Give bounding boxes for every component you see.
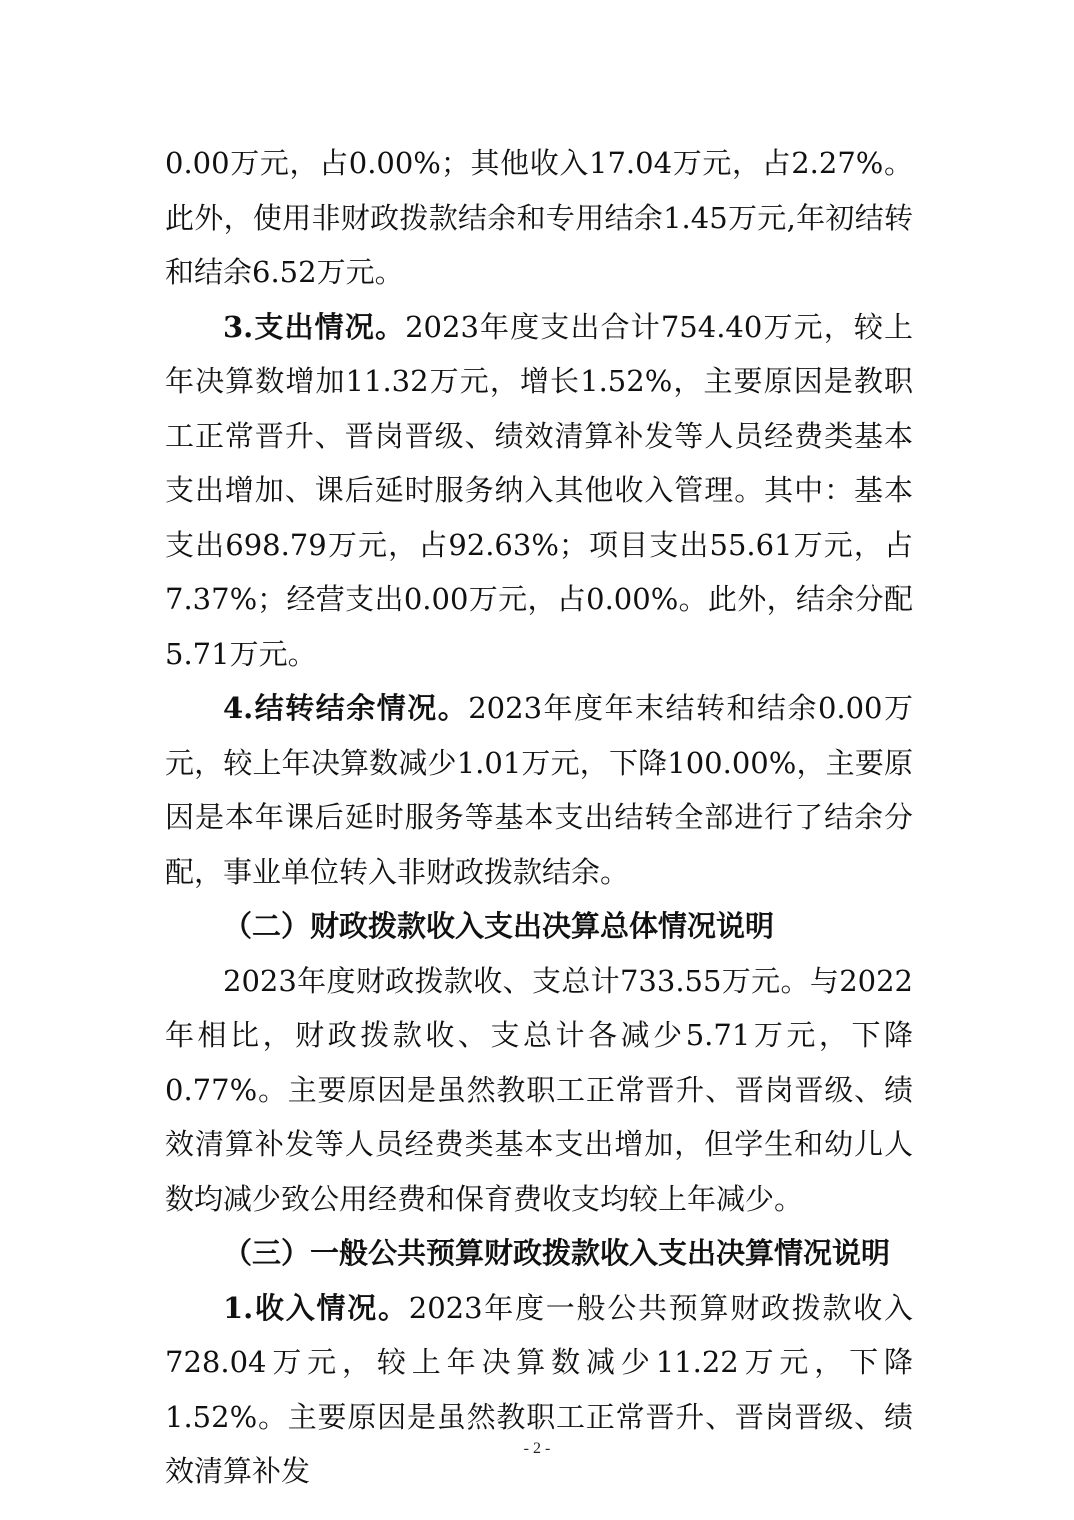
paragraph-fiscal-overview — [165, 954, 913, 1227]
paragraph-lead: 3.支出情况。 — [223, 309, 406, 344]
paragraph-expenditure — [165, 300, 913, 682]
paragraph-lead: 1.收入情况。 — [223, 1290, 409, 1325]
paragraph-text: 2023年度年末结转和结余0.00万元，较上年决算数减少1.01万元，下降100.00%，主要原因是本年课后延时服务等基本支出结转全部进行了结余分配，事业单位转入非财政拨款结余。 — [165, 691, 914, 889]
paragraph-income-continued — [165, 136, 913, 300]
paragraph-general-budget-income — [165, 1281, 913, 1499]
paragraph-carryover — [165, 681, 913, 899]
paragraph-text: 2023年度一般公共预算财政拨款收入728.04万元，较上年决算数减少11.22万元，下降1.52%。主要原因是虽然教职工正常晋升、晋岗晋级、绩效清算补发 — [165, 1290, 913, 1488]
paragraph-text: 2023年度支出合计754.40万元，较上年决算数增加11.32万元，增长1.52%，主要原因是教职工正常晋升、晋岗晋级、绩效清算补发等人员经费类基本支出增加、课后延时服务纳入其他收入管理。其中：基本支出698.79万元，占92.63%；项目支出55.61万元，占7.37%；经营支出0.00万元，占0.00%。此外，结余分配5.71万元。 — [165, 309, 913, 671]
paragraph-text: 0.00万元，占0.00%；其他收入17.04万元，占2.27%。此外，使用非财政拨款结余和专用结余1.45万元,年初结转和结余6.52万元。 — [165, 146, 913, 289]
section-heading-general-budget: （三）一般公共预算财政拨款收入支出决算情况说明 — [223, 1236, 891, 1270]
page-number: - 2 - — [523, 1440, 551, 1457]
paragraph-text: 2023年度财政拨款收、支总计733.55万元。与2022年相比，财政拨款收、支总计各减少5.71万元，下降0.77%。主要原因是虽然教职工正常晋升、晋岗晋级、绩效清算补发等人员经费类基本支出增加，但学生和幼儿人数均减少致公用经费和保育费收支均较上年减少。 — [165, 963, 913, 1216]
section-heading-fiscal-overview: （二）财政拨款收入支出决算总体情况说明 — [223, 909, 775, 943]
document-body — [165, 136, 913, 1499]
paragraph-lead: 4.结转结余情况。 — [223, 691, 469, 725]
